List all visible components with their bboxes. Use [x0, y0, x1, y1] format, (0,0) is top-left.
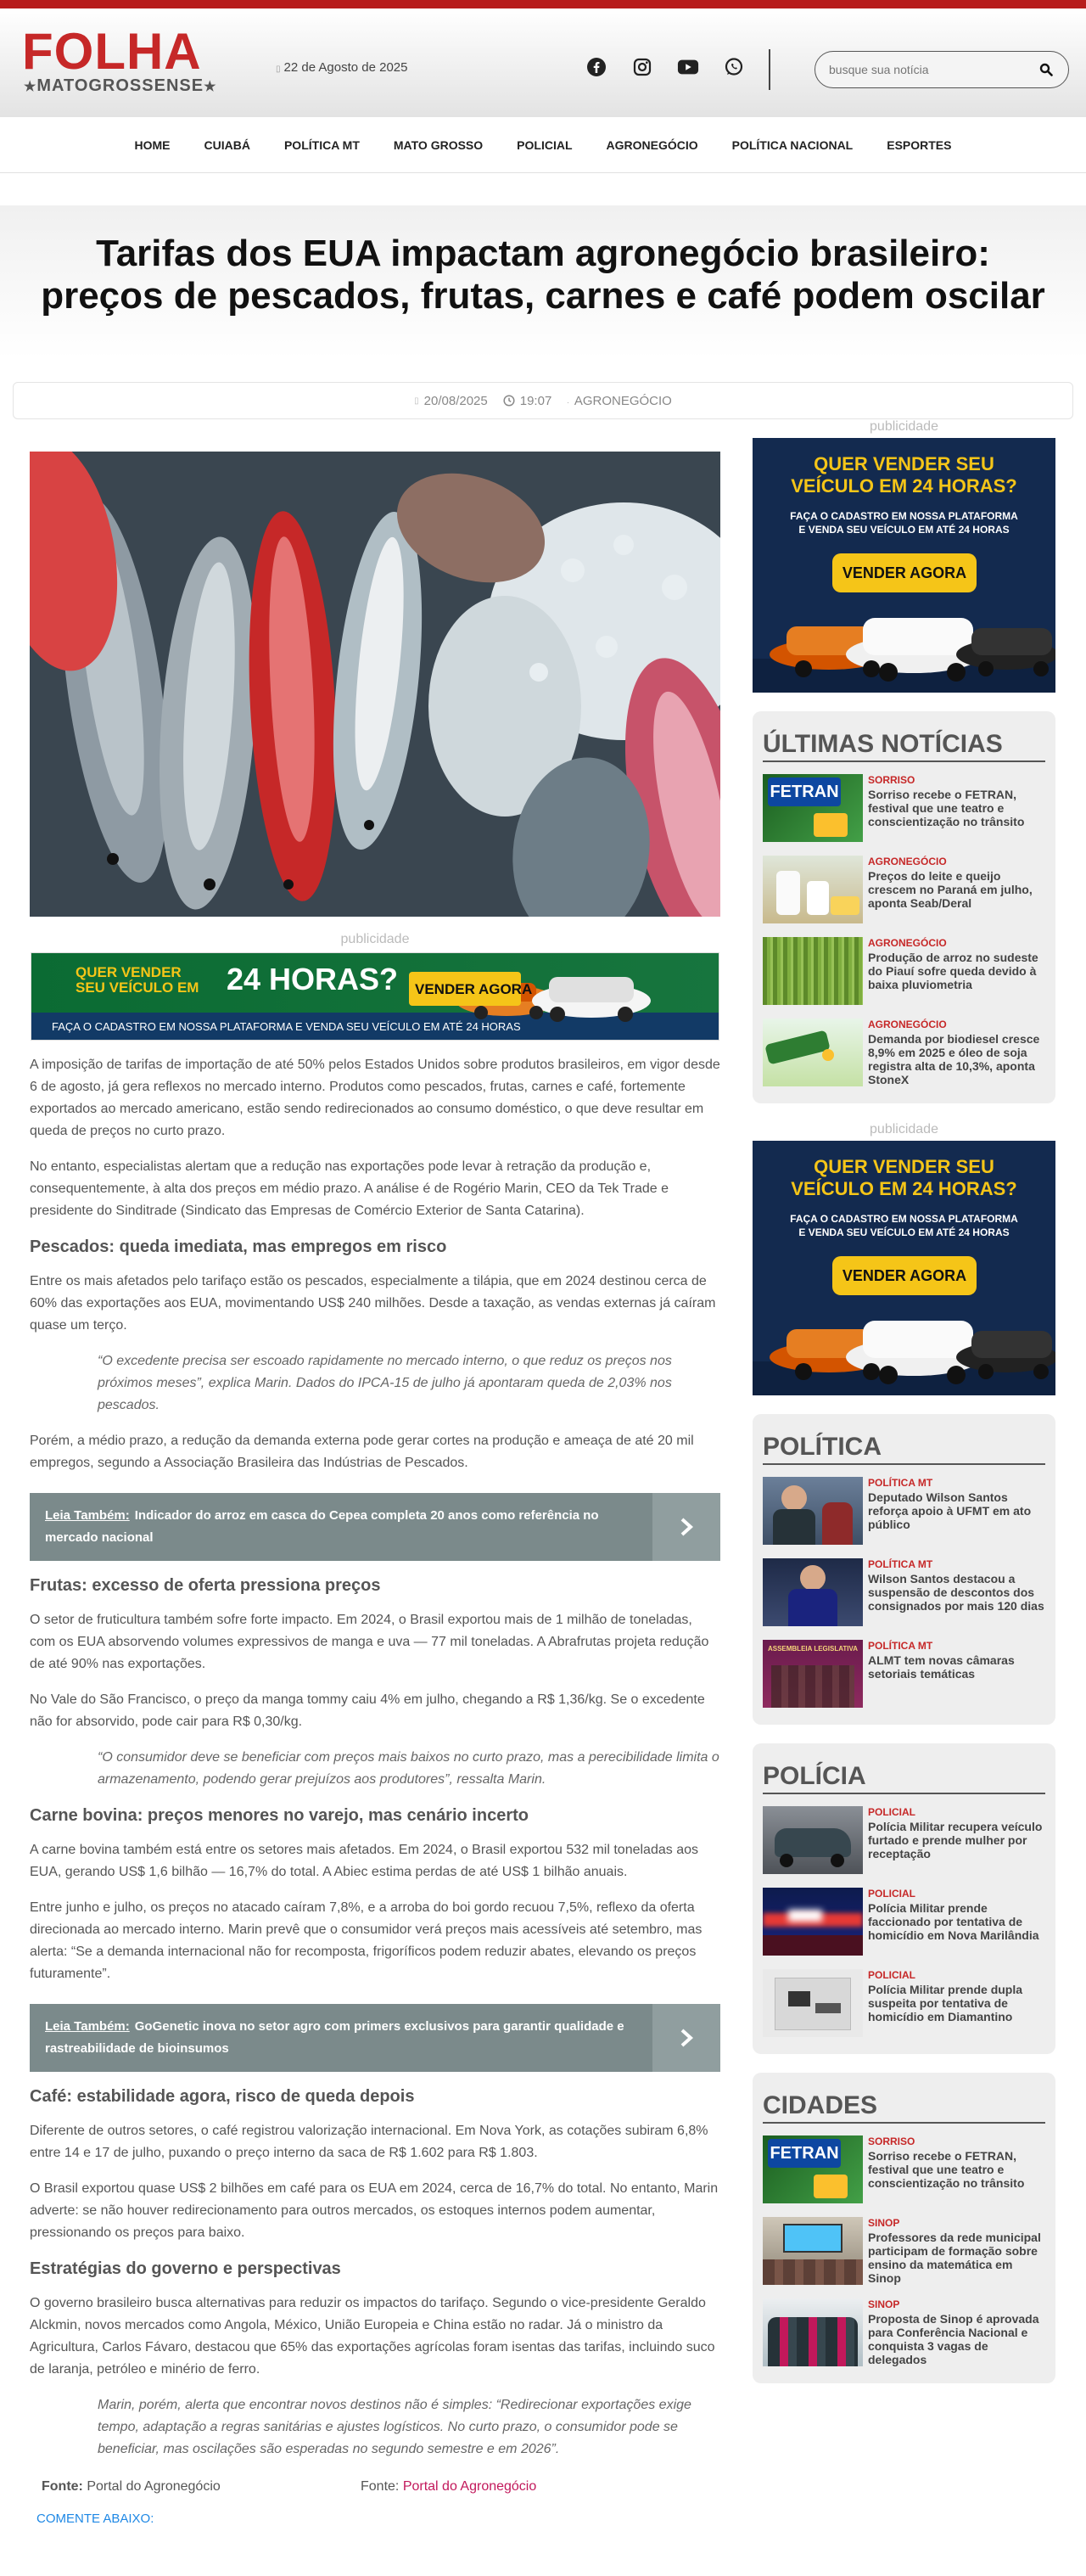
news-item[interactable]	[763, 1806, 1045, 1874]
sidebar-ad-line-1: QUER VENDER SEU	[814, 1156, 994, 1177]
paragraph: A imposição de tarifas de importação de até 50% pelos Estados Unidos sobre produtos brasileiros, em vigor desde 6 de agosto, já gera reflexos no mercado interno. Produtos como pescados, frutas, carnes e café, fortemente exportados ao mercado americano, estão sendo redirecionados ao consumo doméstico, o que deve resultar em queda de preços no curto prazo.	[30, 1058, 720, 1138]
news-category[interactable]: POLICIAL	[868, 1888, 915, 1900]
header-divider	[769, 49, 770, 90]
nav-mato-grosso[interactable]: MATO GROSSO	[393, 137, 484, 152]
thumb-text: FETRAN	[768, 2139, 841, 2168]
news-thumbnail[interactable]	[763, 2217, 863, 2285]
meta-date-text: 20/08/2025	[423, 393, 488, 408]
cities-widget	[753, 2073, 1055, 2383]
main-nav	[0, 117, 1086, 173]
ad-label: publicidade	[870, 419, 938, 434]
news-thumbnail[interactable]	[763, 1558, 863, 1626]
sidebar-ad-sub-2: E VENDA SEU VEÍCULO EM ATÉ 24 HORAS	[798, 524, 1010, 536]
meta-date	[414, 394, 488, 408]
article-title-box	[0, 205, 1086, 358]
news-category[interactable]: POLÍTICA MT	[868, 1477, 933, 1489]
news-item[interactable]	[763, 2298, 1045, 2366]
read-also-box[interactable]	[30, 2004, 720, 2072]
paragraph: O setor de fruticultura também sofre forte impacto. Em 2024, o Brasil exportou mais de 1 milhão de toneladas, com os EUA absorvendo volumes expressivos de manga e uva — 77 mil toneladas. A Abrafrutas projeta redução de até 90% nas exportações.	[30, 1613, 709, 1671]
chevron-right-icon[interactable]	[652, 2004, 720, 2072]
meta-time	[503, 394, 552, 408]
source-value: Portal do Agronegócio	[87, 2479, 221, 2494]
news-item[interactable]	[763, 1640, 1045, 1708]
news-thumbnail[interactable]	[763, 856, 863, 923]
news-title[interactable]: Sorriso recebe o FETRAN, festival que une teatro e conscientização no trânsito	[868, 2149, 1025, 2190]
thumb-text: ASSEMBLEIA LEGISLATIVA	[767, 1645, 859, 1653]
quote: “O consumidor deve se beneficiar com preços mais baixos no curto prazo, mas a perecibilidade limita o armazenamento, podendo gerar prejuízos aos produtores”, ressalta Marin.	[98, 1750, 719, 1787]
facebook-icon[interactable]	[585, 56, 607, 78]
search-input[interactable]	[829, 63, 1038, 76]
read-also-link[interactable]: Indicador do arroz em casca do Cepea completa 20 anos como referência no mercado nacional	[45, 1508, 599, 1545]
folder-icon: .	[567, 396, 569, 405]
paragraph: Diferente de outros setores, o café registrou valorização internacional. Em Nova York, as cotações subiram 6,8% entre 14 e 17 de julho, puxando o preço interno da saca de R$ 1.602 para R$ 1.803.	[30, 2124, 708, 2160]
news-category[interactable]: AGRONEGÓCIO	[868, 937, 947, 949]
banner-line-2: SEU VEÍCULO EM	[76, 979, 199, 996]
news-title[interactable]: Polícia Militar prende faccionado por tentativa de homicídio em Nova Marilândia	[868, 1901, 1039, 1942]
news-thumbnail[interactable]	[763, 1019, 863, 1086]
youtube-icon[interactable]	[677, 56, 699, 78]
news-category[interactable]: POLÍTICA MT	[868, 1558, 933, 1570]
comment-heading: COMENTE ABAIXO:	[36, 2511, 154, 2526]
logo-sub-text: MATOGROSSENSE	[36, 76, 204, 95]
news-category[interactable]: POLICIAL	[868, 1806, 915, 1818]
widget-title: POLÍCIA	[763, 1762, 1045, 1794]
nav-agronegocio[interactable]: AGRONEGÓCIO	[606, 137, 698, 152]
source-label: Fonte:	[42, 2479, 83, 2494]
news-title[interactable]: Polícia Militar prende dupla suspeita por tentativa de homicídio em Diamantino	[868, 1983, 1023, 2023]
news-title[interactable]: Produção de arroz no sudeste do Piauí sofre queda devido à baixa pluviometria	[868, 951, 1038, 991]
top-accent-bar	[0, 0, 1086, 8]
widget-title: POLÍTICA	[763, 1433, 1045, 1465]
fish-market-image	[30, 452, 720, 917]
article-body	[30, 1054, 720, 2526]
news-category[interactable]: AGRONEGÓCIO	[868, 856, 947, 867]
read-also-link[interactable]: GoGenetic inova no setor agro com primers exclusivos para garantir qualidade e rastreabilidade de bioinsumos	[45, 2019, 624, 2056]
news-thumbnail[interactable]	[763, 1640, 863, 1708]
ad-label: publicidade	[340, 932, 410, 946]
section-heading-pescados: Pescados: queda imediata, mas empregos em risco	[30, 1237, 447, 1256]
search-icon[interactable]	[1038, 61, 1055, 78]
source-link[interactable]: Portal do Agronegócio	[402, 2479, 537, 2494]
article-title-line-1: Tarifas dos EUA impactam agronegócio brasileiro:	[96, 233, 990, 274]
article-title	[0, 233, 1086, 317]
section-heading-carne: Carne bovina: preços menores no varejo, mas cenário incerto	[30, 1806, 529, 1825]
article-title-line-2: preços de pescados, frutas, carnes e café podem oscilar	[41, 275, 1045, 317]
banner-bottom-text: FAÇA O CADASTRO EM NOSSA PLATAFORMA E VENDA SEU VEÍCULO EM ATÉ 24 HORAS	[52, 1020, 521, 1033]
read-also-box[interactable]	[30, 1493, 720, 1561]
nav-home[interactable]: HOME	[134, 137, 171, 152]
news-category[interactable]: POLICIAL	[868, 1969, 915, 1981]
news-item[interactable]	[763, 937, 1045, 1005]
logo-main-text: FOLHA	[22, 23, 202, 80]
social-links	[585, 56, 745, 78]
news-thumbnail[interactable]	[763, 2298, 863, 2366]
news-item[interactable]	[763, 1558, 1045, 1626]
banner-line-1: QUER VENDER	[76, 964, 182, 980]
latest-news-widget	[753, 711, 1055, 1103]
sidebar	[753, 419, 1055, 2383]
source-label: Fonte:	[361, 2479, 400, 2494]
news-thumbnail[interactable]	[763, 1969, 863, 2037]
article-hero-image	[30, 452, 720, 917]
header-date	[276, 60, 407, 75]
news-title[interactable]: Wilson Santos destacou a suspensão de descontos dos consignados por mais 120 dias	[868, 1572, 1044, 1613]
news-thumbnail[interactable]	[763, 2135, 863, 2203]
clock-icon	[503, 395, 515, 407]
news-item[interactable]	[763, 1477, 1045, 1545]
thumb-text: FETRAN	[768, 777, 841, 806]
search-box[interactable]	[814, 51, 1069, 88]
news-category[interactable]: POLÍTICA MT	[868, 1640, 933, 1652]
news-item[interactable]	[763, 2135, 1045, 2203]
news-item[interactable]	[763, 1888, 1045, 1956]
paragraph: A carne bovina também está entre os setores mais afetados. Em 2024, o Brasil exportou 532 mil toneladas aos EUA, gerando US$ 1,6 bilhão — 16,7% do total. A Abiec estima perdas de até US$ 1 bilhão anuais.	[30, 1843, 698, 1879]
news-item[interactable]	[763, 856, 1045, 923]
news-item[interactable]	[763, 1019, 1045, 1086]
ad-label: publicidade	[870, 1122, 938, 1136]
news-thumbnail[interactable]	[763, 1806, 863, 1874]
news-category[interactable]: SORRISO	[868, 774, 915, 786]
news-thumbnail[interactable]	[763, 1477, 863, 1545]
paragraph: Porém, a médio prazo, a redução da demanda externa pode gerar cortes na produção e ameaça de até 20 mil empregos, segundo a Associação Brasileira das Indústrias de Pescados.	[30, 1434, 694, 1470]
news-category[interactable]: SINOP	[868, 2298, 900, 2310]
news-item[interactable]	[763, 774, 1045, 842]
section-heading-frutas: Frutas: excesso de oferta pressiona preços	[30, 1576, 381, 1595]
news-category[interactable]: SINOP	[868, 2217, 900, 2229]
news-title[interactable]: Professores da rede municipal participam de formação sobre ensino da matemática em Sinop	[868, 2231, 1041, 2285]
meta-time-text: 19:07	[519, 393, 552, 408]
sidebar-ad-sub-1: FAÇA O CADASTRO EM NOSSA PLATAFORMA	[790, 1213, 1018, 1225]
calendar-icon: ▯	[276, 65, 281, 74]
meta-category[interactable]	[567, 394, 672, 408]
section-heading-estrategias: Estratégias do governo e perspectivas	[30, 2259, 341, 2278]
news-title[interactable]: Preços do leite e queijo crescem no Paraná em julho, aponta Seab/Deral	[868, 869, 1033, 910]
source-row	[30, 2479, 720, 2495]
horizontal-ad-banner[interactable]	[31, 952, 719, 1041]
sidebar-ad-cta[interactable]: VENDER AGORA	[832, 553, 977, 592]
paragraph: Entre junho e julho, os preços no atacado caíram 7,8%, e a arroba do boi gordo recuou 7,5%, reflexo da oferta direcionada ao mercado interno. Marin prevê que o consumidor verá preços mais acessíveis até setembro, mas alerta: “Se a demanda internacional não for recomposta, frigoríficos podem reduzir abates, elevando os preços futuramente”.	[30, 1900, 703, 1981]
meta-category-text: AGRONEGÓCIO	[574, 393, 672, 408]
article-meta	[13, 382, 1073, 419]
news-title[interactable]: Deputado Wilson Santos reforça apoio à UFMT em ato público	[868, 1490, 1032, 1531]
news-item[interactable]	[763, 2217, 1045, 2285]
nav-politica-nacional[interactable]: POLÍTICA NACIONAL	[731, 137, 854, 152]
header-date-text: 22 de Agosto de 2025	[283, 60, 408, 75]
news-title[interactable]: Proposta de Sinop é aprovada para Conferência Nacional e conquista 3 vagas de delegados	[868, 2312, 1039, 2366]
news-category[interactable]: SORRISO	[868, 2135, 915, 2147]
read-also-label: Leia Também:	[45, 2019, 130, 2034]
quote: “O excedente precisa ser escoado rapidamente no mercado interno, o que reduz os preços nos próximos meses”, explica Marin. Dados do IPCA-15 de julho já apontaram queda de 2,03% nos pescados.	[98, 1354, 672, 1412]
sidebar-ad-sub-1: FAÇA O CADASTRO EM NOSSA PLATAFORMA	[790, 510, 1018, 522]
news-category[interactable]: AGRONEGÓCIO	[868, 1019, 947, 1030]
news-item[interactable]	[763, 1969, 1045, 2037]
quote: Marin, porém, alerta que encontrar novos destinos não é simples: “Redirecionar exportações exige tempo, adaptação a regras sanitárias e ajustes logísticos. No curto prazo, o consumidor pode se beneficiar, mas oscilações são esperadas no segundo semestre e em 2026”.	[98, 2398, 691, 2456]
news-title[interactable]: Sorriso recebe o FETRAN, festival que une teatro e conscientização no trânsito	[868, 788, 1025, 828]
chevron-right-icon[interactable]	[652, 1493, 720, 1561]
widget-title: ÚLTIMAS NOTÍCIAS	[763, 730, 1045, 762]
sidebar-ad-cta[interactable]: VENDER AGORA	[832, 1256, 977, 1295]
news-thumbnail[interactable]	[763, 937, 863, 1005]
banner-cta[interactable]: VENDER AGORA	[415, 981, 533, 997]
nav-policial[interactable]: POLICIAL	[517, 137, 573, 152]
paragraph: No entanto, especialistas alertam que a redução nas exportações pode levar à retração da produção e, consequentemente, à alta dos preços em médio prazo. A análise é de Rogério Marin, CEO da Tek Trade e presidente do Sinditrade (Sindicato das Empresas de Comércio Exterior de Santa Catarina).	[30, 1159, 669, 1218]
widget-title: CIDADES	[763, 2091, 1045, 2124]
news-thumbnail[interactable]	[763, 774, 863, 842]
nav-esportes[interactable]: ESPORTES	[887, 137, 952, 152]
section-heading-cafe: Café: estabilidade agora, risco de queda depois	[30, 2087, 415, 2106]
paragraph: O Brasil exportou quase US$ 2 bilhões em café para os EUA em 2024, cerca de 16,7% do total. No entanto, Marin adverte: se não houver redirecionamento para outros mercados, os estoques internos podem aumentar, pressionando os preços para baixo.	[30, 2181, 719, 2240]
news-title[interactable]: ALMT tem novas câmaras setoriais temáticas	[868, 1653, 1015, 1681]
nav-cuiaba[interactable]: CUIABÁ	[204, 137, 250, 152]
sidebar-ad-line-1: QUER VENDER SEU	[814, 453, 994, 474]
calendar-icon: ▯	[414, 396, 419, 406]
whatsapp-icon[interactable]	[723, 56, 745, 78]
news-thumbnail[interactable]	[763, 1888, 863, 1956]
read-also-label: Leia Também:	[45, 1508, 130, 1523]
police-widget	[753, 1743, 1055, 2054]
paragraph: No Vale do São Francisco, o preço da manga tommy caiu 4% em julho, chegando a R$ 1,36/kg. Se o excedente não for absorvido, pode cair para R$ 0,30/kg.	[30, 1692, 705, 1729]
news-title[interactable]: Demanda por biodiesel cresce 8,9% em 2025 e óleo de soja registra alta de 10,3%, aponta StoneX	[868, 1032, 1040, 1086]
site-header	[0, 8, 1086, 117]
sidebar-ad-top[interactable]	[753, 438, 1055, 693]
paragraph: Entre os mais afetados pelo tarifaço estão os pescados, especialmente a tilápia, que em 2024 destinou cerca de 60% das exportações aos EUA, movimentando US$ 240 milhões. Desde a taxação, as vendas externas já caíram quase um terço.	[30, 1274, 716, 1333]
sidebar-ad-line-2: VEÍCULO EM 24 HORAS?	[791, 1178, 1017, 1199]
article-main	[30, 452, 720, 2526]
instagram-icon[interactable]	[631, 56, 653, 78]
sidebar-ad-sub-2: E VENDA SEU VEÍCULO EM ATÉ 24 HORAS	[798, 1226, 1010, 1238]
paragraph: O governo brasileiro busca alternativas para reduzir os impactos do tarifaço. Segundo o vice-presidente Geraldo Alckmin, novos mercados como Angola, México, União Europeia e China estão no radar. Já o ministro da Agricultura, Carlos Fávaro, destacou que 65% das exportações agrícolas foram isentas das tarifas, incluindo suco de laranja, petróleo e minério de ferro.	[30, 2296, 715, 2377]
site-logo[interactable]	[22, 23, 234, 97]
banner-big-text: 24 HORAS?	[227, 962, 399, 996]
news-title[interactable]: Polícia Militar recupera veículo furtado e prende mulher por receptação	[868, 1820, 1043, 1860]
sidebar-ad-middle[interactable]	[753, 1141, 1055, 1395]
sidebar-ad-line-2: VEÍCULO EM 24 HORAS?	[791, 475, 1017, 497]
star-icon: ★	[204, 80, 217, 94]
nav-politica-mt[interactable]: POLÍTICA MT	[283, 137, 360, 152]
star-icon: ★	[24, 80, 37, 94]
politics-widget	[753, 1414, 1055, 1725]
